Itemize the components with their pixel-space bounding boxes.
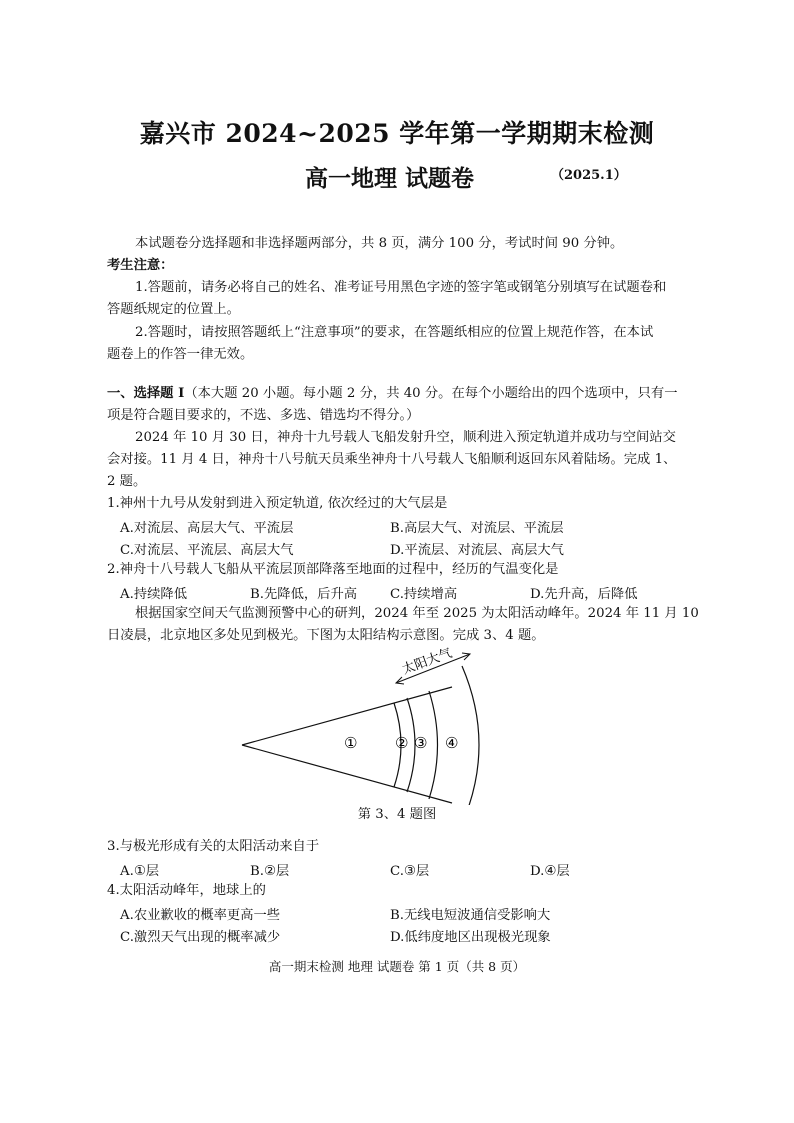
figure-caption: 第 3、4 题图 xyxy=(357,807,437,822)
question-1-option-a[interactable]: A.对流层、高层大气、平流层 xyxy=(120,521,294,536)
question-3-option-c[interactable]: C.③层 xyxy=(390,864,430,879)
layer-boundary-3 xyxy=(429,691,438,799)
section-heading-rest: （本大题 20 小题。每小题 2 分，共 40 分。在每个小题给出的四个选项中，只有一 xyxy=(184,386,678,401)
layer-3-label: ③ xyxy=(414,734,428,752)
question-2-option-d[interactable]: D.先升高，后降低 xyxy=(530,587,638,602)
question-1-option-d[interactable]: D.平流层、对流层、高层大气 xyxy=(390,543,564,558)
question-2-option-a[interactable]: A.持续降低 xyxy=(120,587,188,602)
layer-1-label: ① xyxy=(344,734,358,752)
question-2-option-b[interactable]: B.先降低，后升高 xyxy=(250,587,358,602)
layer-4-label: ④ xyxy=(445,734,459,752)
question-4-option-d[interactable]: D.低纬度地区出现极光现象 xyxy=(390,930,551,945)
section-heading-cont: 项是符合题目要求的，不选、多选、错选均不得分。） xyxy=(107,408,420,423)
passage-1-line-2: 会对接。11 月 4 日，神舟十八号航天员乘坐神舟十八号载人飞船顺利返回东风着陆场。完成 1、 xyxy=(107,452,677,467)
page-footer: 高一期末检测 地理 试题卷 第 1 页（共 8 页） xyxy=(268,959,526,974)
question-3-option-a[interactable]: A.①层 xyxy=(120,864,160,879)
question-3-option-b[interactable]: B.②层 xyxy=(250,864,290,879)
passage-2-line-2: 日凌晨，北京地区多处见到极光。下图为太阳结构示意图。完成 3、4 题。 xyxy=(107,628,545,643)
exam-subtitle: 高一地理 试题卷 xyxy=(305,165,475,192)
question-1-stem: 1.神州十九号从发射到进入预定轨道, 依次经过的大气层是 xyxy=(107,496,448,511)
question-1-option-b[interactable]: B.高层大气、对流层、平流层 xyxy=(390,521,564,536)
intro-line: 本试题卷分选择题和非选择题两部分，共 8 页，满分 100 分，考试时间 90 分钟。 xyxy=(135,236,624,251)
wedge-bottom-edge xyxy=(242,745,452,803)
sun-structure-diagram xyxy=(230,640,490,805)
question-1-option-c[interactable]: C.对流层、平流层、高层大气 xyxy=(120,543,294,558)
question-2-option-c[interactable]: C.持续增高 xyxy=(390,587,458,602)
passage-1-line-1: 2024 年 10 月 30 日，神舟十九号载人飞船发射升空，顺利进入预定轨道并成功与空间站交 xyxy=(135,430,676,445)
question-3-option-d[interactable]: D.④层 xyxy=(530,864,570,879)
passage-2-line-1: 根据国家空间天气监测预警中心的研判，2024 年至 2025 为太阳活动峰年。2024 年 11 月 10 xyxy=(135,606,699,621)
layer-2-label: ② xyxy=(395,734,409,752)
question-4-option-b[interactable]: B.无线电短波通信受影响大 xyxy=(390,908,551,923)
notice-item-1b: 答题纸规定的位置上。 xyxy=(107,302,240,317)
passage-1-line-3: 2 题。 xyxy=(107,474,147,489)
atmosphere-label: 太阳大气 xyxy=(399,644,454,677)
exam-date: （2025.1） xyxy=(551,168,627,183)
question-2-stem: 2.神舟十八号载人飞船从平流层顶部降落至地面的过程中，经历的气温变化是 xyxy=(107,562,559,577)
section-heading-bold: 一、选择题 I xyxy=(107,386,185,401)
exam-title: 嘉兴市 2024~2025 学年第一学期期末检测 xyxy=(139,119,655,148)
notice-item-1a: 1.答题前，请务必将自己的姓名、准考证号用黑色字迹的签字笔或钢笔分别填写在试题卷和 xyxy=(135,280,667,295)
question-3-stem: 3.与极光形成有关的太阳活动来自于 xyxy=(107,839,320,854)
section-heading xyxy=(107,383,678,405)
notice-item-2a: 2.答题时，请按照答题纸上“注意事项”的要求，在答题纸相应的位置上规范作答，在本试 xyxy=(135,325,654,340)
notice-label: 考生注意： xyxy=(107,258,174,273)
notice-item-2b: 题卷上的作答一律无效。 xyxy=(107,347,254,362)
question-4-stem: 4.太阳活动峰年，地球上的 xyxy=(107,883,266,898)
question-4-option-c[interactable]: C.激烈天气出现的概率减少 xyxy=(120,930,281,945)
question-4-option-a[interactable]: A.农业歉收的概率更高一些 xyxy=(120,908,281,923)
outer-surface xyxy=(462,666,479,805)
